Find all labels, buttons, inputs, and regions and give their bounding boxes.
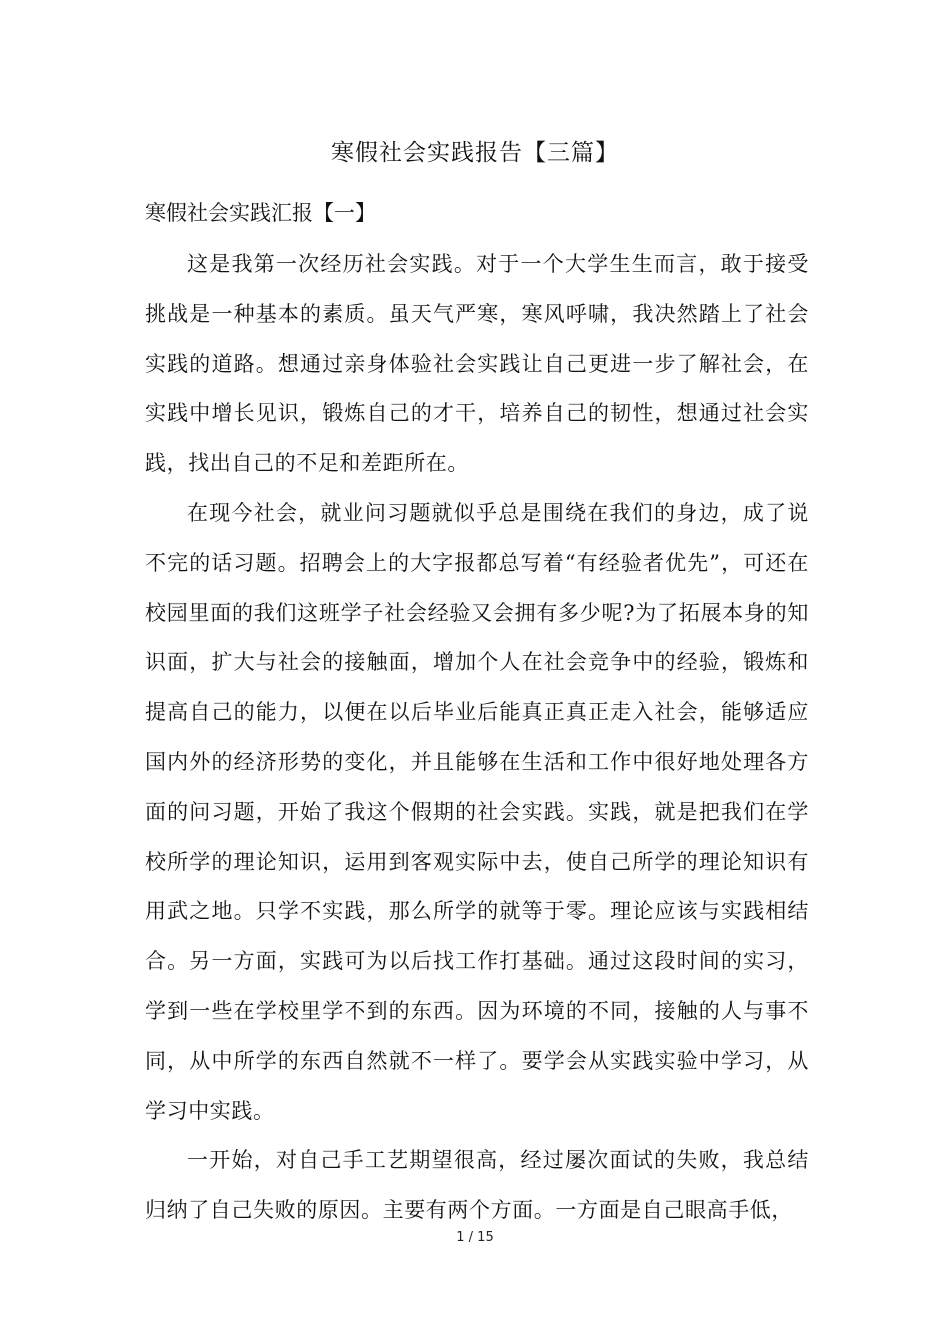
paragraph: 这是我第一次经历社会实践。对于一个大学生生而言，敢于接受挑战是一种基本的素质。虽天气严寒，寒风呼啸，我决然踏上了社会实践的道路。想通过亲身体验社会实践让自己更进一步了解社会，在实践中增长见识，锻炼自己的才干，培养自己的韧性，想通过社会实践，找出自己的不足和差距所在。: [145, 252, 809, 476]
page-number: 1 / 15: [456, 1230, 494, 1245]
paragraph: 一开始，对自己手工艺期望很高，经过屡次面试的失败，我总结归纳了自己失败的原因。主要有两个方面。一方面是自己眼高手低，: [145, 1148, 809, 1223]
section-heading: 寒假社会实践汇报【一】: [145, 201, 376, 225]
document-title: 寒假社会实践报告【三篇】: [331, 140, 619, 166]
document-body: [145, 240, 809, 1236]
paragraph: 在现今社会，就业问习题就似乎总是围绕在我们的身边，成了说不完的话习题。招聘会上的大字报都总写着“有经验者优先”，可还在校园里面的我们这班学子社会经验又会拥有多少呢?为了拓展本身的知识面，扩大与社会的接触面，增加个人在社会竞争中的经验，锻炼和提高自己的能力，以便在以后毕业后能真正真正走入社会，能够适应国内外的经济形势的变化，并且能够在生活和工作中很好地处理各方面的问习题，开始了我这个假期的社会实践。实践，就是把我们在学校所学的理论知识，运用到客观实际中去，使自己所学的理论知识有用武之地。只学不实践，那么所学的就等于零。理论应该与实践相结合。另一方面，实践可为以后找工作打基础。通过这段时间的实习，学到一些在学校里学不到的东西。因为环境的不同，接触的人与事不同，从中所学的东西自然就不一样了。要学会从实践实验中学习，从学习中实践。: [145, 500, 809, 1123]
